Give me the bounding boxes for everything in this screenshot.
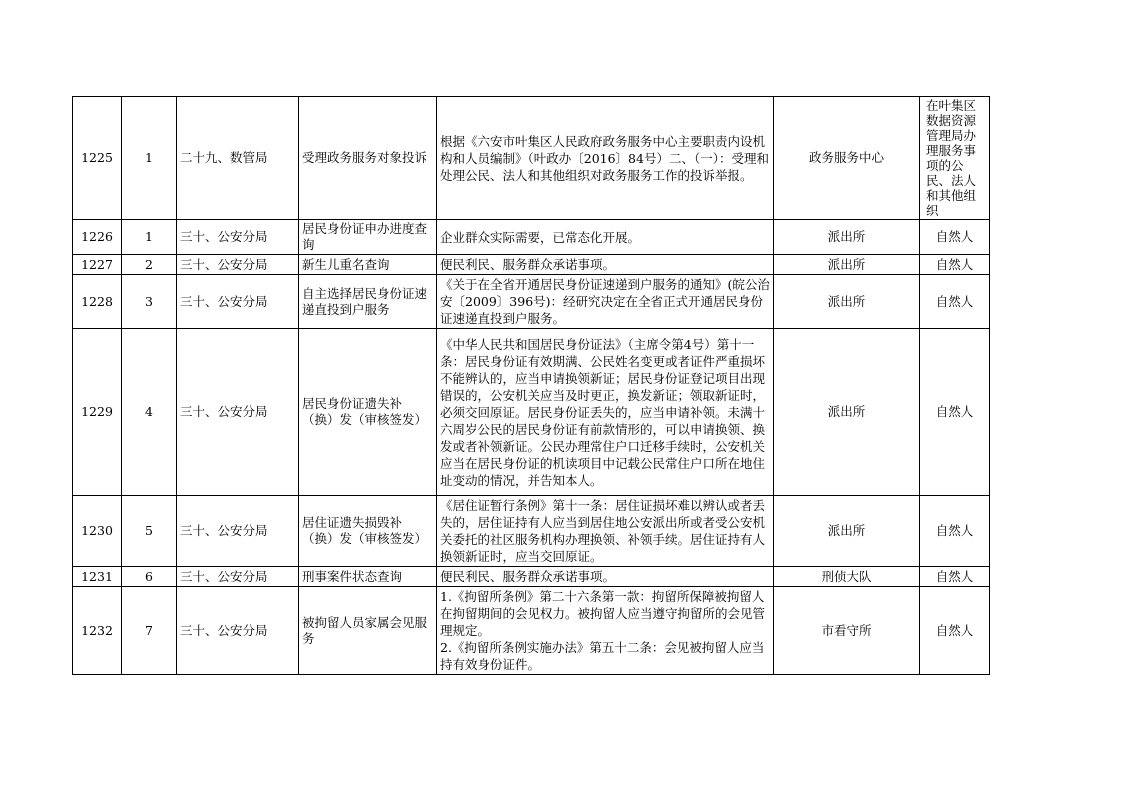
row-service-item: 居民身份证遗失补（换）发（审核签发） [299, 329, 437, 496]
row-id: 1229 [73, 329, 122, 496]
row-target: 自然人 [920, 275, 990, 329]
row-basis: 便民利民、服务群众承诺事项。 [437, 567, 774, 587]
table-row [73, 275, 990, 329]
row-organization: 市看守所 [774, 587, 920, 675]
row-target: 自然人 [920, 329, 990, 496]
row-basis: 《居住证暂行条例》第十一条：居住证损坏难以辨认或者丢失的，居住证持有人应当到居住地公安派出所或者受公安机关委托的社区服务机构办理换领、补领手续。居住证持有人换领新证时，应当交回原证。 [437, 496, 774, 567]
row-target: 在叶集区数据资源管理局办理服务事项的公民、法人和其他组织 [920, 97, 990, 220]
row-id: 1231 [73, 567, 122, 587]
row-id: 1226 [73, 220, 122, 255]
row-seq: 1 [122, 220, 177, 255]
row-id: 1230 [73, 496, 122, 567]
row-seq: 3 [122, 275, 177, 329]
row-basis: 《关于在全省开通居民身份证速递到户服务的通知》(皖公治安〔2009〕396号)：经研究决定在全省正式开通居民身份证速递直投到户服务。 [437, 275, 774, 329]
row-department: 二十九、数管局 [177, 97, 299, 220]
service-items-table [72, 96, 990, 675]
row-service-item: 居民身份证申办进度查询 [299, 220, 437, 255]
table-row [73, 220, 990, 255]
row-service-item: 自主选择居民身份证速递直投到户服务 [299, 275, 437, 329]
row-department: 三十、公安分局 [177, 496, 299, 567]
table-row [73, 97, 990, 220]
table-row [73, 587, 990, 675]
row-id: 1232 [73, 587, 122, 675]
row-service-item: 被拘留人员家属会见服务 [299, 587, 437, 675]
table-row [73, 567, 990, 587]
row-department: 三十、公安分局 [177, 329, 299, 496]
row-id: 1228 [73, 275, 122, 329]
row-department: 三十、公安分局 [177, 587, 299, 675]
row-target: 自然人 [920, 496, 990, 567]
row-basis: 1.《拘留所条例》第二十六条第一款：拘留所保障被拘留人在拘留期间的会见权力。被拘留人应当遵守拘留所的会见管理规定。 2.《拘留所条例实施办法》第五十二条：会见被拘留人应当持有效身份证件。 [437, 587, 774, 675]
row-id: 1227 [73, 255, 122, 275]
row-service-item: 居住证遗失损毁补（换）发（审核签发） [299, 496, 437, 567]
row-basis: 根据《六安市叶集区人民政府政务服务中心主要职责内设机构和人员编制》（叶政办〔2016〕84号）二、（一）：受理和处理公民、法人和其他组织对政务服务工作的投诉举报。 [437, 97, 774, 220]
row-organization: 派出所 [774, 496, 920, 567]
row-department: 三十、公安分局 [177, 220, 299, 255]
row-seq: 1 [122, 97, 177, 220]
row-organization: 派出所 [774, 275, 920, 329]
table-row [73, 329, 990, 496]
row-basis: 企业群众实际需要，已常态化开展。 [437, 220, 774, 255]
row-service-item: 刑事案件状态查询 [299, 567, 437, 587]
row-service-item: 受理政务服务对象投诉 [299, 97, 437, 220]
row-target: 自然人 [920, 255, 990, 275]
row-organization: 政务服务中心 [774, 97, 920, 220]
row-target: 自然人 [920, 220, 990, 255]
row-service-item: 新生儿重名查询 [299, 255, 437, 275]
row-target: 自然人 [920, 567, 990, 587]
row-seq: 5 [122, 496, 177, 567]
row-department: 三十、公安分局 [177, 567, 299, 587]
row-department: 三十、公安分局 [177, 275, 299, 329]
row-department: 三十、公安分局 [177, 255, 299, 275]
row-organization: 派出所 [774, 220, 920, 255]
row-organization: 派出所 [774, 329, 920, 496]
row-seq: 2 [122, 255, 177, 275]
table-row [73, 255, 990, 275]
row-organization: 派出所 [774, 255, 920, 275]
row-seq: 7 [122, 587, 177, 675]
row-seq: 6 [122, 567, 177, 587]
table-row [73, 496, 990, 567]
row-organization: 刑侦大队 [774, 567, 920, 587]
row-id: 1225 [73, 97, 122, 220]
row-basis: 便民利民、服务群众承诺事项。 [437, 255, 774, 275]
row-target: 自然人 [920, 587, 990, 675]
row-basis: 《中华人民共和国居民身份证法》（主席令第4号）第十一条：居民身份证有效期满、公民姓名变更或者证件严重损坏不能辨认的，应当申请换领新证；居民身份证登记项目出现错误的，公安机关应当及时更正，换发新证；领取新证时，必须交回原证。居民身份证丢失的，应当申请补领。未满十六周岁公民的居民身份证有前款情形的，可以申请换领、换发或者补领新证。公民办理常住户口迁移手续时，公安机关应当在居民身份证的机读项目中记载公民常住户口所在地住址变动的情况，并告知本人。 [437, 329, 774, 496]
row-seq: 4 [122, 329, 177, 496]
